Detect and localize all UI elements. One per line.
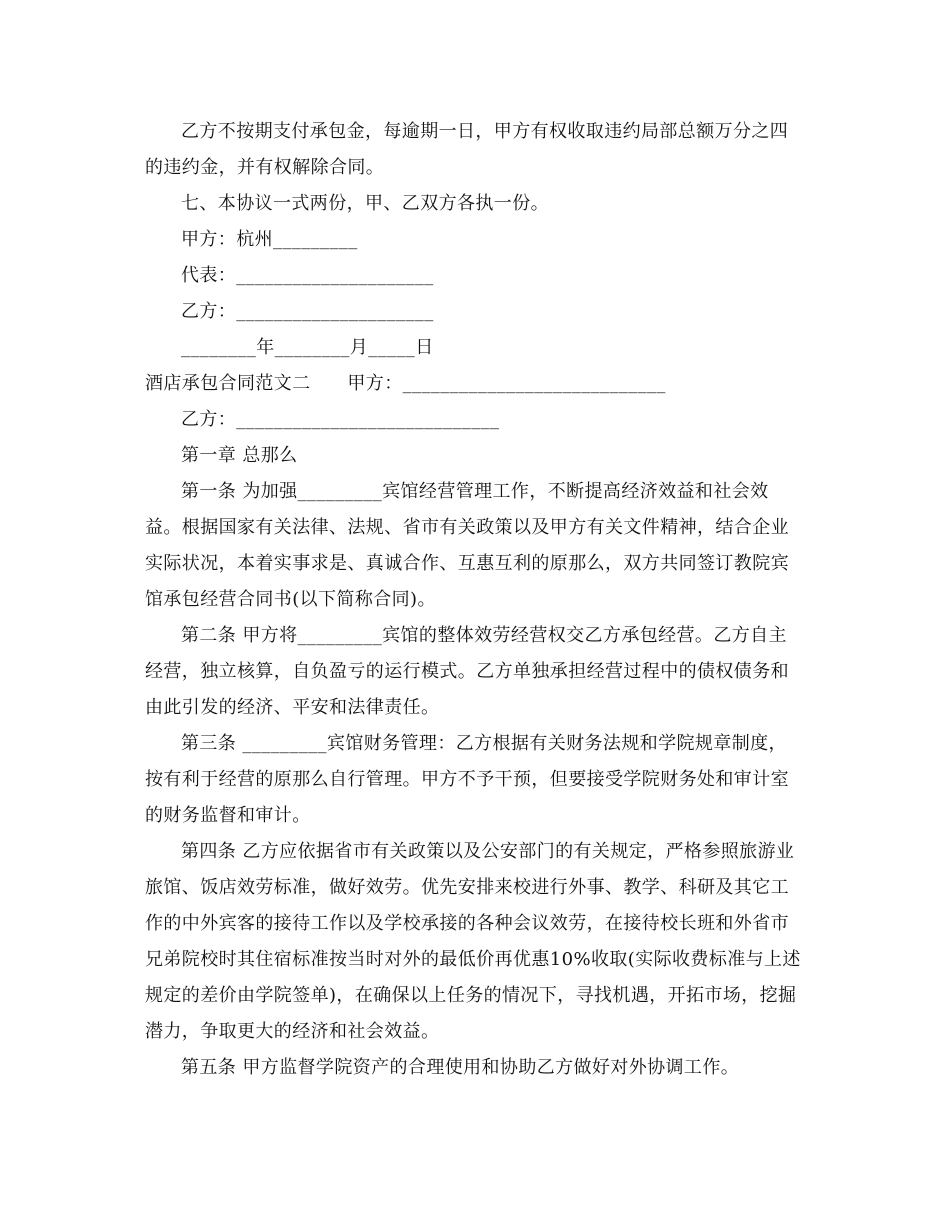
penalty-clause: 乙方不按期支付承包金，每逾期一日，甲方有权收取违约局部总额万分之四的违约金，并有权解除合同。 — [145, 121, 789, 178]
article-two: 第二条 甲方将_________宾馆的整体效劳经营权交乙方承包经营。乙方自主经营，独立核算，自负盈亏的运行模式。乙方单独承担经营过程中的债权债务和由此引发的经济、平安和法律责任。 — [145, 625, 789, 718]
copies-clause: 七、本协议一式两份，甲、乙双方各执一份。 — [181, 193, 549, 214]
article-five: 第五条 甲方监督学院资产的合理使用和协助乙方做好对外协调工作。 — [181, 1057, 740, 1078]
template-two-party-b: 乙方：____________________________ — [181, 409, 500, 430]
article-one: 第一条 为加强_________宾馆经营管理工作，不断提高经济效益和社会效益。根据国家有关法律、法规、省市有关政策以及甲方有关文件精神，结合企业实际状况，本着实事求是、真诚合作、互惠互利的原那么，双方共同签订教院宾馆承包经营合同书(以下简称合同)。 — [145, 481, 789, 610]
signature-date: ________年________月_____日 — [181, 337, 434, 358]
article-four: 第四条 乙方应依据省市有关政策以及公安部门的有关规定，严格参照旅游业旅馆、饭店效劳标准，做好效劳。优先安排来校进行外事、教学、科研及其它工作的中外宾客的接待工作以及学校承接的各种会议效劳，在接待校长班和外省市兄弟院校时其住宿标准按当时对外的最低价再优惠10%收取(实际收费标准与上述规定的差价由学院签单)，在确保以上任务的情况下，寻找机遇，开拓市场，挖掘潜力，争取更大的经济和社会效益。 — [145, 841, 801, 1042]
article-three: 第三条 _________宾馆财务管理：乙方根据有关财务法规和学院规章制度，按有利于经营的原那么自行管理。甲方不予干预，但要接受学院财务处和审计室的财务监督和审计。 — [145, 733, 789, 826]
chapter-one-title: 第一章 总那么 — [181, 445, 298, 466]
signature-party-b: 乙方：_____________________ — [181, 301, 434, 322]
template-two-heading: 酒店承包合同范文二 甲方：____________________________ — [145, 373, 666, 394]
document-body — [145, 114, 805, 1086]
signature-representative: 代表：_____________________ — [181, 265, 434, 286]
signature-party-a: 甲方：杭州_________ — [181, 229, 358, 250]
